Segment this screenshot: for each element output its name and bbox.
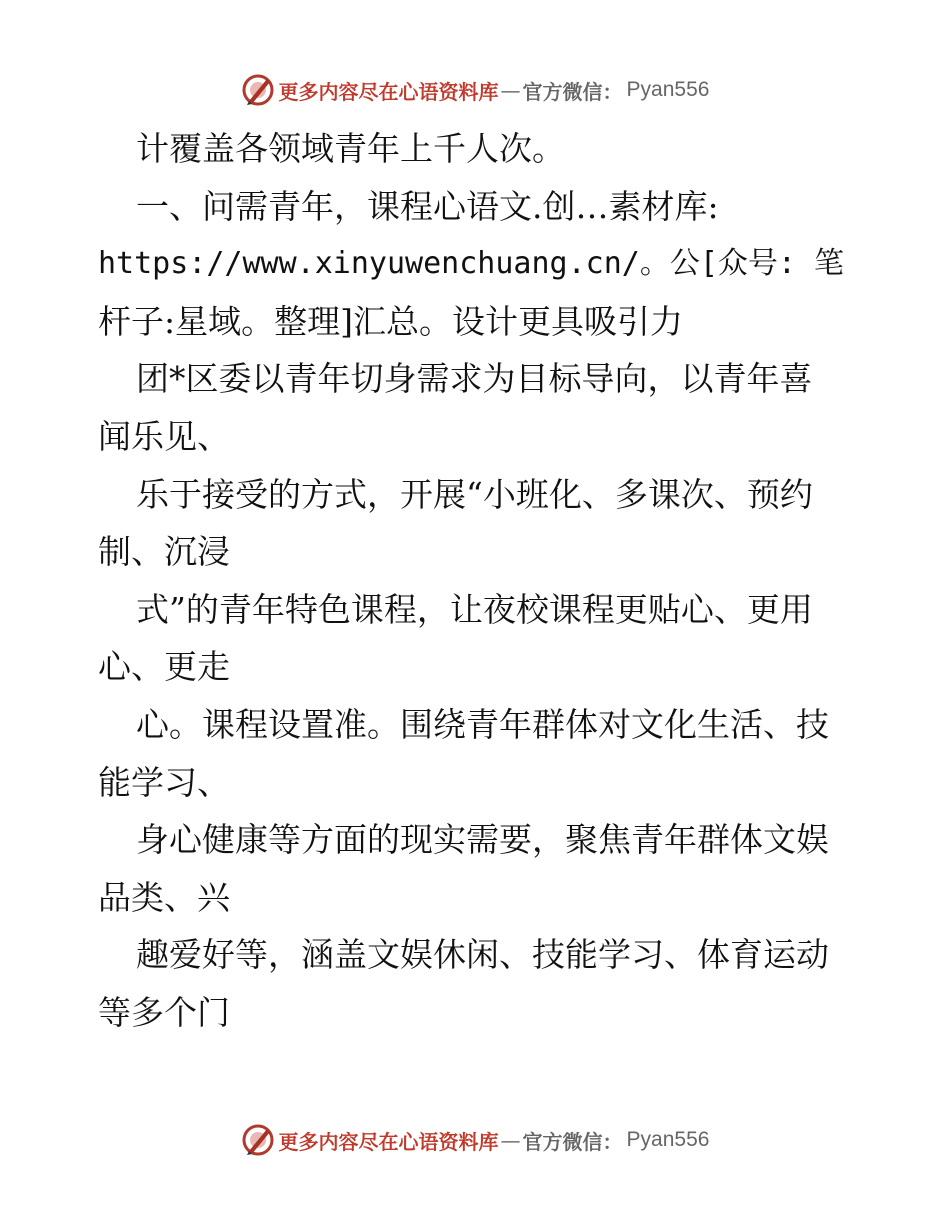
body-line: 制、沉浸	[98, 532, 230, 572]
banner-dash: —	[500, 78, 521, 102]
banner-text: 更多内容尽在心语资料库	[278, 79, 499, 104]
body-line: 身心健康等方面的现实需要，聚焦青年群体文娱	[136, 820, 829, 860]
body-line: 一、问需青年，课程心语文.创…素材库:	[136, 186, 719, 226]
body-line-url: https://www.xinyuwenchuang.cn/。公[众号: 笔	[98, 246, 845, 282]
body-line: 乐于接受的方式，开展“小班化、多课次、预约	[136, 474, 813, 514]
body-line: 团*区委以青年切身需求为目标导向，以青年喜	[136, 359, 813, 399]
banner-dash: —	[500, 1128, 521, 1152]
body-line: 趣爱好等，涵盖文娱休闲、技能学习、体育运动	[136, 935, 829, 975]
wechat-id: Pyan556	[626, 1128, 710, 1151]
wechat-id: Pyan556	[626, 78, 710, 101]
body-line: 式”的青年特色课程，让夜校课程更贴心、更用	[136, 589, 813, 629]
body-line: 闻乐见、	[98, 416, 230, 456]
body-line: 心、更走	[98, 647, 230, 687]
footer-banner	[0, 1120, 950, 1160]
wechat-label: 官方微信：	[522, 1129, 623, 1154]
body-line: 等多个门	[98, 992, 230, 1032]
document-body	[98, 120, 858, 1042]
wechat-label: 官方微信：	[522, 79, 623, 104]
body-line: 杆子:星域。整理]汇总。设计更具吸引力	[98, 301, 683, 341]
body-line: 能学习、	[98, 762, 230, 802]
pen-logo-icon	[241, 1123, 275, 1157]
body-line: 计覆盖各领域青年上千人次。	[136, 129, 565, 168]
header-banner	[0, 70, 950, 110]
body-line: 心。课程设置准。围绕青年群体对文化生活、技	[136, 704, 829, 744]
body-line: 品类、兴	[98, 877, 230, 917]
banner-text: 更多内容尽在心语资料库	[278, 1129, 499, 1154]
pen-logo-icon	[241, 73, 275, 107]
